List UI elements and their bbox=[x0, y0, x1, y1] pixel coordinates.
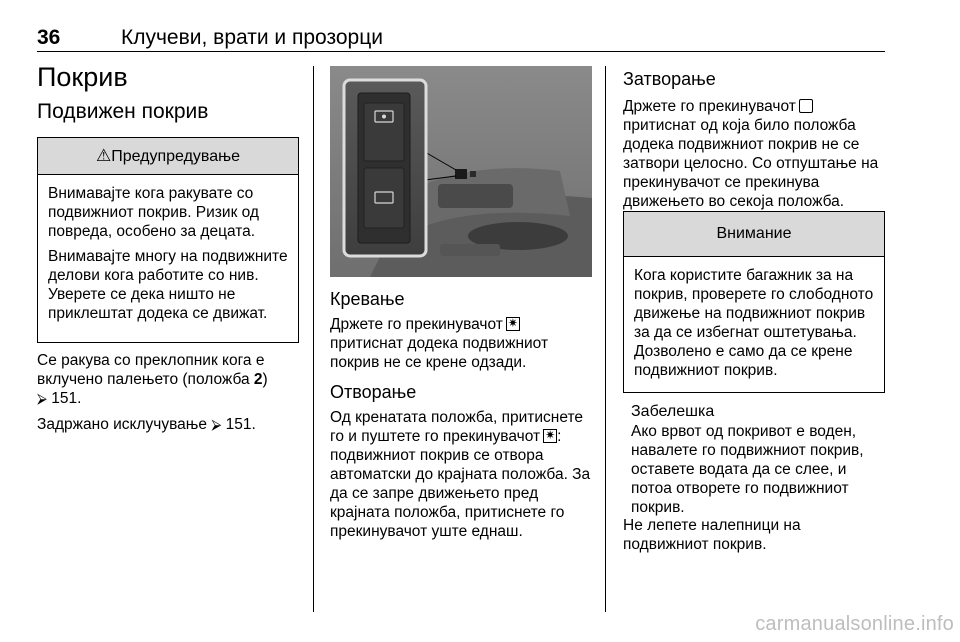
sunroof-switch-illustration bbox=[330, 66, 592, 277]
caution-body bbox=[624, 257, 884, 388]
tilt-paragraph bbox=[330, 315, 592, 372]
delayed-off-text: Задржано исклучување bbox=[37, 416, 208, 433]
caution-text: Кога користите багажник за на покрив, проверете го слободното движење на подвижниот покрив за да се избегнат оштетувања. Дозволено е само да се крене подвижниот покрив. bbox=[634, 267, 874, 379]
warning-text-2: Внимавајте многу на подвижните делови кога работите со нив. Уверете се дека ништо не приклештат додека се движат. bbox=[48, 248, 288, 322]
page-reference-link[interactable]: 151. bbox=[51, 390, 82, 407]
tilt-text-rest: притиснат додека подвижниот покрив не се крене одзади. bbox=[330, 335, 549, 371]
final-text: Не лепете налепници на подвижниот покрив. bbox=[623, 517, 801, 553]
close-paragraph bbox=[623, 97, 891, 211]
reference-arrow-icon: ⮚ bbox=[211, 416, 222, 432]
tilt-heading: Кревање bbox=[330, 289, 405, 309]
sunroof-close-icon bbox=[799, 99, 813, 113]
watermark-text: carmanualsonline.info bbox=[755, 613, 954, 635]
left-column bbox=[37, 62, 303, 124]
warning-text-1: Внимавајте кога ракувате со подвижниот покрив. Ризик од повреда, особено за децата. bbox=[48, 185, 259, 240]
caution-box bbox=[623, 211, 885, 393]
open-heading: Отворање bbox=[330, 382, 417, 402]
tilt-text: Држете го прекинувачот bbox=[330, 316, 503, 333]
note-block bbox=[631, 402, 887, 517]
ignition-text: Се ракува со преклопник кога е вклучено палењето (положба bbox=[37, 352, 265, 388]
section-heading: Покрив bbox=[37, 62, 128, 92]
page-number: 36 bbox=[37, 26, 61, 49]
page-reference-link[interactable]: 151. bbox=[225, 416, 256, 433]
warning-title: Предупредување bbox=[111, 148, 241, 165]
left-body bbox=[37, 351, 307, 434]
close-text: Држете го прекинувачот bbox=[623, 98, 796, 115]
middle-column bbox=[330, 288, 592, 541]
close-text-rest: притиснат од која било положба додека подвижниот покрив не се затвори целосно. Со отпуштање на прекинувачот се прекинува движењето во секоја положба. bbox=[623, 117, 879, 210]
chapter-title: Клучеви, врати и прозорци bbox=[121, 26, 383, 49]
sunroof-tilt-icon bbox=[506, 317, 520, 331]
warning-body bbox=[38, 175, 298, 331]
open-text-rest: : подвижниот покрив се отвора автоматски до крајната положба. За да се запре движењето пред крајната положба, притиснете го прекинувачот уште еднаш. bbox=[330, 428, 591, 540]
ignition-paragraph bbox=[37, 351, 307, 408]
note-heading: Забелешка bbox=[631, 403, 715, 420]
ignition-position: 2 bbox=[253, 371, 263, 388]
final-block bbox=[623, 516, 885, 554]
warning-header bbox=[38, 138, 298, 175]
ignition-text-close: ) bbox=[262, 371, 268, 388]
note-text: Ако врвот од покривот е воден, навалете го подвижниот покрив, оставете водата да се слее, и потоа отворете го подвижниот покрив. bbox=[631, 423, 864, 516]
page-header bbox=[37, 26, 383, 50]
open-paragraph bbox=[330, 408, 592, 541]
warning-box bbox=[37, 137, 299, 343]
subsection-heading: Подвижен покрив bbox=[37, 100, 209, 123]
right-column bbox=[623, 68, 891, 211]
open-text: Од кренатата положба, притиснете го и пуштете го прекинувачот bbox=[330, 409, 584, 445]
delayed-off-paragraph bbox=[37, 415, 307, 434]
warning-triangle-icon: ⚠ bbox=[95, 146, 112, 165]
header-rule bbox=[37, 51, 885, 52]
caution-header: Внимание bbox=[624, 212, 884, 257]
sunroof-tilt-icon bbox=[543, 429, 557, 443]
reference-arrow-icon: ⮚ bbox=[37, 390, 47, 406]
column-divider-right bbox=[605, 66, 606, 612]
close-heading: Затворање bbox=[623, 69, 716, 89]
column-divider-left bbox=[313, 66, 314, 612]
